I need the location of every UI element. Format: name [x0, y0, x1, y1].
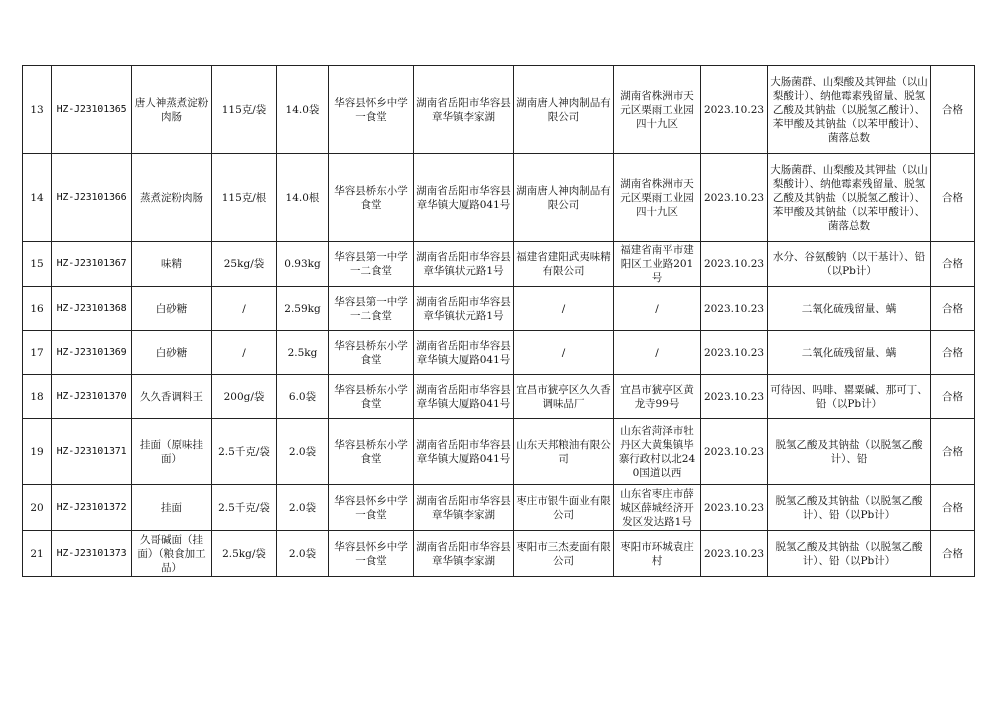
cell-product-name: 唐人神蒸煮淀粉肉肠 [132, 66, 212, 154]
cell-result: 合格 [931, 485, 975, 531]
table-row [23, 375, 975, 419]
cell-manufacturer: 枣庄市银牛面业有限公司 [514, 485, 614, 531]
cell-specification: / [212, 287, 277, 331]
cell-test-items: 脱氢乙酸及其钠盐（以脱氢乙酸计）、铅（以Pb计） [768, 485, 931, 531]
cell-result: 合格 [931, 531, 975, 577]
cell-specification: 200g/袋 [212, 375, 277, 419]
cell-test-items: 二氧化硫残留量、螨 [768, 287, 931, 331]
cell-sampling-date: 2023.10.23 [701, 242, 768, 287]
cell-sampling-date: 2023.10.23 [701, 287, 768, 331]
cell-quantity: 14.0袋 [277, 66, 329, 154]
table-row [23, 154, 975, 242]
cell-sampled-unit-address: 湖南省岳阳市华容县章华镇大厦路041号 [414, 419, 514, 485]
cell-quantity: 2.0袋 [277, 531, 329, 577]
cell-row-number: 14 [23, 154, 52, 242]
cell-manufacturer-address: / [614, 287, 701, 331]
table-row [23, 66, 975, 154]
cell-manufacturer: 山东天邦粮油有限公司 [514, 419, 614, 485]
cell-manufacturer: 湖南唐人神肉制品有限公司 [514, 66, 614, 154]
cell-specification: / [212, 331, 277, 375]
cell-sampled-unit: 华容县桥东小学食堂 [329, 154, 414, 242]
cell-product-name: 挂面（原味挂面） [132, 419, 212, 485]
cell-sampling-date: 2023.10.23 [701, 485, 768, 531]
table-row [23, 531, 975, 577]
cell-manufacturer-address: 山东省枣庄市薛城区薛城经济开发区发达路1号 [614, 485, 701, 531]
table-row [23, 331, 975, 375]
cell-sample-code: HZ-J23101370 [52, 375, 132, 419]
cell-sampled-unit: 华容县第一中学一二食堂 [329, 287, 414, 331]
cell-result: 合格 [931, 331, 975, 375]
cell-row-number: 21 [23, 531, 52, 577]
cell-sampled-unit-address: 湖南省岳阳市华容县章华镇李家湖 [414, 485, 514, 531]
cell-quantity: 2.59kg [277, 287, 329, 331]
cell-product-name: 蒸煮淀粉肉肠 [132, 154, 212, 242]
table-body [23, 66, 975, 577]
cell-manufacturer-address: 湖南省株洲市天元区栗雨工业园四十九区 [614, 154, 701, 242]
cell-row-number: 16 [23, 287, 52, 331]
cell-quantity: 14.0根 [277, 154, 329, 242]
cell-sampled-unit: 华容县怀乡中学一食堂 [329, 66, 414, 154]
cell-sampled-unit: 华容县桥东小学食堂 [329, 375, 414, 419]
inspection-results-table [22, 65, 975, 577]
cell-sampled-unit-address: 湖南省岳阳市华容县章华镇李家湖 [414, 66, 514, 154]
cell-test-items: 二氧化硫残留量、螨 [768, 331, 931, 375]
cell-manufacturer-address: 枣阳市环城袁庄村 [614, 531, 701, 577]
cell-test-items: 大肠菌群、山梨酸及其钾盐（以山梨酸计）、纳他霉素残留量、脱氢乙酸及其钠盐（以脱氢乙酸计）、苯甲酸及其钠盐（以苯甲酸计）、菌落总数 [768, 66, 931, 154]
cell-sampled-unit: 华容县桥东小学食堂 [329, 331, 414, 375]
cell-quantity: 2.5kg [277, 331, 329, 375]
cell-sampled-unit: 华容县怀乡中学一食堂 [329, 485, 414, 531]
cell-manufacturer-address: 湖南省株洲市天元区栗雨工业园四十九区 [614, 66, 701, 154]
cell-sampled-unit: 华容县桥东小学食堂 [329, 419, 414, 485]
cell-sample-code: HZ-J23101372 [52, 485, 132, 531]
cell-sampling-date: 2023.10.23 [701, 375, 768, 419]
cell-manufacturer-address: 山东省菏泽市牡丹区大黄集镇毕寨行政村以北240国道以西 [614, 419, 701, 485]
cell-specification: 115克/袋 [212, 66, 277, 154]
cell-test-items: 水分、谷氨酸钠（以干基计）、铅（以Pb计） [768, 242, 931, 287]
cell-manufacturer: / [514, 287, 614, 331]
cell-result: 合格 [931, 419, 975, 485]
cell-sample-code: HZ-J23101369 [52, 331, 132, 375]
cell-sample-code: HZ-J23101373 [52, 531, 132, 577]
cell-product-name: 白砂糖 [132, 331, 212, 375]
cell-result: 合格 [931, 375, 975, 419]
table-row [23, 242, 975, 287]
cell-sample-code: HZ-J23101368 [52, 287, 132, 331]
cell-product-name: 久哥碱面（挂面）（粮食加工品） [132, 531, 212, 577]
cell-row-number: 17 [23, 331, 52, 375]
cell-specification: 25kg/袋 [212, 242, 277, 287]
cell-sampled-unit-address: 湖南省岳阳市华容县章华镇状元路1号 [414, 287, 514, 331]
cell-specification: 2.5千克/袋 [212, 419, 277, 485]
cell-product-name: 白砂糖 [132, 287, 212, 331]
cell-manufacturer: 福建省建阳武夷味精有限公司 [514, 242, 614, 287]
cell-row-number: 18 [23, 375, 52, 419]
cell-specification: 115克/根 [212, 154, 277, 242]
cell-manufacturer: 宜昌市猇亭区久久香调味品厂 [514, 375, 614, 419]
cell-sample-code: HZ-J23101371 [52, 419, 132, 485]
cell-test-items: 脱氢乙酸及其钠盐（以脱氢乙酸计）、铅（以Pb计） [768, 531, 931, 577]
cell-quantity: 2.0袋 [277, 419, 329, 485]
table-row [23, 485, 975, 531]
cell-manufacturer: / [514, 331, 614, 375]
table-row [23, 287, 975, 331]
cell-sampled-unit-address: 湖南省岳阳市华容县章华镇大厦路041号 [414, 375, 514, 419]
cell-sampling-date: 2023.10.23 [701, 531, 768, 577]
cell-manufacturer-address: 宜昌市猇亭区黄龙寺99号 [614, 375, 701, 419]
cell-sampling-date: 2023.10.23 [701, 331, 768, 375]
cell-row-number: 15 [23, 242, 52, 287]
cell-sampled-unit-address: 湖南省岳阳市华容县章华镇大厦路041号 [414, 154, 514, 242]
cell-product-name: 味精 [132, 242, 212, 287]
cell-row-number: 20 [23, 485, 52, 531]
cell-manufacturer: 湖南唐人神肉制品有限公司 [514, 154, 614, 242]
cell-quantity: 6.0袋 [277, 375, 329, 419]
cell-row-number: 13 [23, 66, 52, 154]
cell-sampled-unit: 华容县第一中学一二食堂 [329, 242, 414, 287]
cell-quantity: 2.0袋 [277, 485, 329, 531]
cell-quantity: 0.93kg [277, 242, 329, 287]
cell-result: 合格 [931, 154, 975, 242]
cell-sampled-unit-address: 湖南省岳阳市华容县章华镇状元路1号 [414, 242, 514, 287]
table-row [23, 419, 975, 485]
cell-manufacturer-address: 福建省南平市建阳区工业路201号 [614, 242, 701, 287]
cell-product-name: 挂面 [132, 485, 212, 531]
cell-specification: 2.5kg/袋 [212, 531, 277, 577]
cell-result: 合格 [931, 66, 975, 154]
cell-sample-code: HZ-J23101366 [52, 154, 132, 242]
cell-sampled-unit-address: 湖南省岳阳市华容县章华镇大厦路041号 [414, 331, 514, 375]
cell-sample-code: HZ-J23101365 [52, 66, 132, 154]
cell-sampled-unit: 华容县怀乡中学一食堂 [329, 531, 414, 577]
inspection-table-page [22, 65, 975, 577]
cell-product-name: 久久香调料王 [132, 375, 212, 419]
cell-sampling-date: 2023.10.23 [701, 154, 768, 242]
cell-manufacturer-address: / [614, 331, 701, 375]
cell-sampling-date: 2023.10.23 [701, 419, 768, 485]
cell-sampled-unit-address: 湖南省岳阳市华容县章华镇李家湖 [414, 531, 514, 577]
cell-result: 合格 [931, 242, 975, 287]
cell-row-number: 19 [23, 419, 52, 485]
cell-test-items: 可待因、吗啡、罂粟碱、那可丁、铅（以Pb计） [768, 375, 931, 419]
cell-result: 合格 [931, 287, 975, 331]
cell-manufacturer: 枣阳市三杰麦面有限公司 [514, 531, 614, 577]
cell-specification: 2.5千克/袋 [212, 485, 277, 531]
cell-sample-code: HZ-J23101367 [52, 242, 132, 287]
cell-test-items: 脱氢乙酸及其钠盐（以脱氢乙酸计）、铅 [768, 419, 931, 485]
cell-sampling-date: 2023.10.23 [701, 66, 768, 154]
cell-test-items: 大肠菌群、山梨酸及其钾盐（以山梨酸计）、纳他霉素残留量、脱氢乙酸及其钠盐（以脱氢乙酸计）、苯甲酸及其钠盐（以苯甲酸计）、菌落总数 [768, 154, 931, 242]
